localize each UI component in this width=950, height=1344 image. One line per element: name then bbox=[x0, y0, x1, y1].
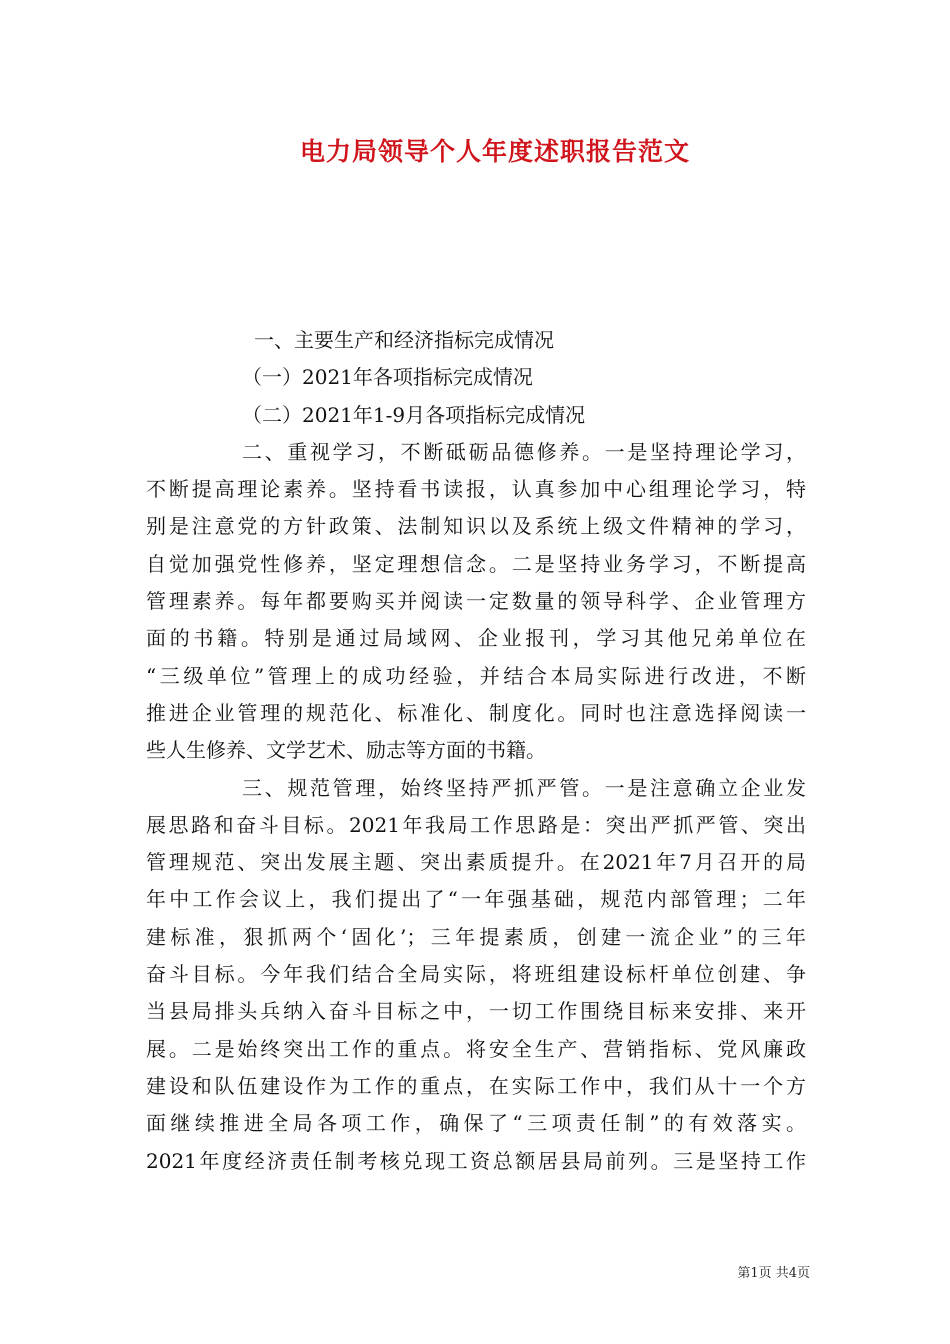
paragraph-line: 展。二是始终突出工作的重点。将安全生产、营销指标、党风廉政 bbox=[146, 1036, 806, 1061]
paragraph-line: 些人生修养、文学艺术、励志等方面的书籍。 bbox=[146, 738, 546, 763]
paragraph-line: 2021年度经济责任制考核兑现工资总额居县局前列。三是坚持工作 bbox=[146, 1148, 806, 1173]
paragraph-line: 不断提高理论素养。坚持看书读报，认真参加中心组理论学习，特 bbox=[146, 477, 806, 502]
paragraph-line: 展思路和奋斗目标。2021年我局工作思路是：突出严抓严管、突出 bbox=[146, 812, 806, 837]
document-body bbox=[146, 322, 806, 1180]
paragraph-line: 年中工作会议上，我们提出了“一年强基础，规范内部管理；二年 bbox=[146, 887, 806, 912]
paragraph-line: 三、规范管理，始终坚持严抓严管。一是注意确立企业发 bbox=[242, 775, 806, 800]
subheading-2: （二）2021年1-9月各项指标完成情况 bbox=[242, 402, 586, 427]
paragraph-line: 面的书籍。特别是通过局域网、企业报刊，学习其他兄弟单位在 bbox=[146, 626, 806, 651]
paragraph-line: 建标准，狠抓两个‘固化’；三年提素质，创建一流企业”的三年 bbox=[146, 924, 806, 949]
paragraph-line: 别是注意党的方针政策、法制知识以及系统上级文件精神的学习， bbox=[146, 514, 806, 539]
paragraph-line: 自觉加强党性修养，坚定理想信念。二是坚持业务学习，不断提高 bbox=[146, 551, 806, 576]
subheading-1: （一）2021年各项指标完成情况 bbox=[242, 365, 533, 390]
paragraph-line: 奋斗目标。今年我们结合全局实际，将班组建设标杆单位创建、争 bbox=[146, 962, 806, 987]
paragraph-line: 推进企业管理的规范化、标准化、制度化。同时也注意选择阅读一 bbox=[146, 700, 806, 725]
paragraph-line: 当县局排头兵纳入奋斗目标之中，一切工作围绕目标来安排、来开 bbox=[146, 999, 806, 1024]
paragraph-line: “三级单位”管理上的成功经验，并结合本局实际进行改进，不断 bbox=[146, 663, 806, 688]
paragraph-line: 二、重视学习，不断砥砺品德修养。一是坚持理论学习， bbox=[242, 439, 806, 464]
page-number-footer: 第1页 共4页 bbox=[737, 1266, 810, 1281]
heading-section-1: 一、主要生产和经济指标完成情况 bbox=[254, 328, 554, 352]
paragraph-line: 管理规范、突出发展主题、突出素质提升。在2021年7月召开的局 bbox=[146, 850, 806, 875]
paragraph-line: 建设和队伍建设作为工作的重点，在实际工作中，我们从十一个方 bbox=[146, 1073, 806, 1098]
paragraph-line: 面继续推进全局各项工作，确保了“三项责任制”的有效落实。 bbox=[146, 1111, 806, 1136]
paragraph-line: 管理素养。每年都要购买并阅读一定数量的领导科学、企业管理方 bbox=[146, 589, 806, 614]
document-title: 电力局领导个人年度述职报告范文 bbox=[299, 137, 690, 166]
